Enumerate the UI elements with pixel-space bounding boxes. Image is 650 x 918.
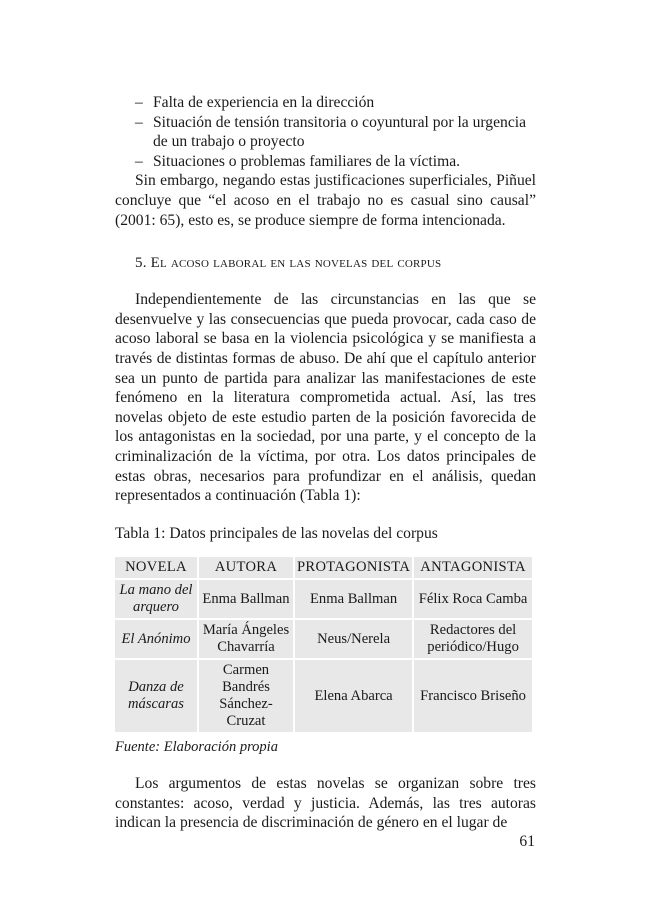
cell-protagonist: Neus/Nerela <box>295 620 412 658</box>
table-row <box>115 580 532 618</box>
table-source: Fuente: Elaboración propia <box>115 739 278 756</box>
header-novela: NOVELA <box>115 557 197 578</box>
cell-author: Enma Ballman <box>199 580 293 618</box>
paragraph-intro: Independientemente de las circunstancias en las que se desenvuelve y las consecuencias que pueda provocar, cada caso de acoso laboral se basa en la violencia psicológica y se manifiesta a través de distintas formas de abuso. De ahí que el capítulo anterior sea un punto de partida para analizar las manifestaciones de este fenómeno en la literatura comprometida actual. Así, las tres novelas objeto de este estudio parten de la posición favorecida de los antagonistas en la sociedad, por una parte, y el concepto de la criminalización de la víctima, por otra. Los datos principales de estas obras, necesarios para profundizar en el análisis, quedan representados a continuación (Tabla 1): <box>115 291 536 505</box>
list-item <box>115 93 536 113</box>
bullet-dash: – <box>135 152 143 170</box>
section-heading: 5. El acoso laboral en las novelas del corpus <box>135 255 442 272</box>
list-item-text: Situación de tensión transitoria o coyuntural por la urgencia de un trabajo o proyecto <box>153 113 526 151</box>
page-number: 61 <box>519 833 535 850</box>
table-row <box>115 620 532 658</box>
cell-antagonist: Félix Roca Camba <box>414 580 532 618</box>
cell-novel-title: Danza de máscaras <box>115 660 197 732</box>
bullet-dash: – <box>135 113 143 131</box>
list-item-text: Falta de experiencia en la dirección <box>153 94 375 111</box>
header-autora: AUTORA <box>199 557 293 578</box>
list-item-text: Situaciones o problemas familiares de la víctima. <box>153 152 461 170</box>
bullet-list <box>115 93 536 171</box>
table-caption: Tabla 1: Datos principales de las novelas del corpus <box>115 524 438 542</box>
cell-protagonist: Enma Ballman <box>295 580 412 618</box>
cell-author: Carmen Bandrés Sánchez-Cruzat <box>199 660 293 732</box>
header-protagonista: PROTAGONISTA <box>295 557 412 578</box>
cell-novel-title: La mano del arquero <box>115 580 197 618</box>
page-body <box>115 93 536 833</box>
list-item <box>115 113 536 152</box>
paragraph-arguments: Los argumentos de estas novelas se organizan sobre tres constantes: acoso, verdad y justicia. Además, las tres autoras indican la presencia de discriminación de género en el lugar de <box>115 775 536 832</box>
corpus-table <box>113 555 534 734</box>
paragraph-conclusion: Sin embargo, negando estas justificaciones superficiales, Piñuel concluye que “el acoso en el trabajo no es casual sino causal” (2001: 65), esto es, se produce siempre de forma intencionada. <box>115 172 536 229</box>
cell-protagonist: Elena Abarca <box>295 660 412 732</box>
cell-antagonist: Francisco Briseño <box>414 660 532 732</box>
cell-antagonist: Redactores del periódico/Hugo <box>414 620 532 658</box>
cell-novel-title: El Anónimo <box>115 620 197 658</box>
table-row <box>115 660 532 732</box>
bullet-dash: – <box>135 94 143 111</box>
table-header-row <box>115 557 532 578</box>
cell-author: María Ángeles Chavarría <box>199 620 293 658</box>
header-antagonista: ANTAGONISTA <box>414 557 532 578</box>
list-item <box>115 152 536 172</box>
